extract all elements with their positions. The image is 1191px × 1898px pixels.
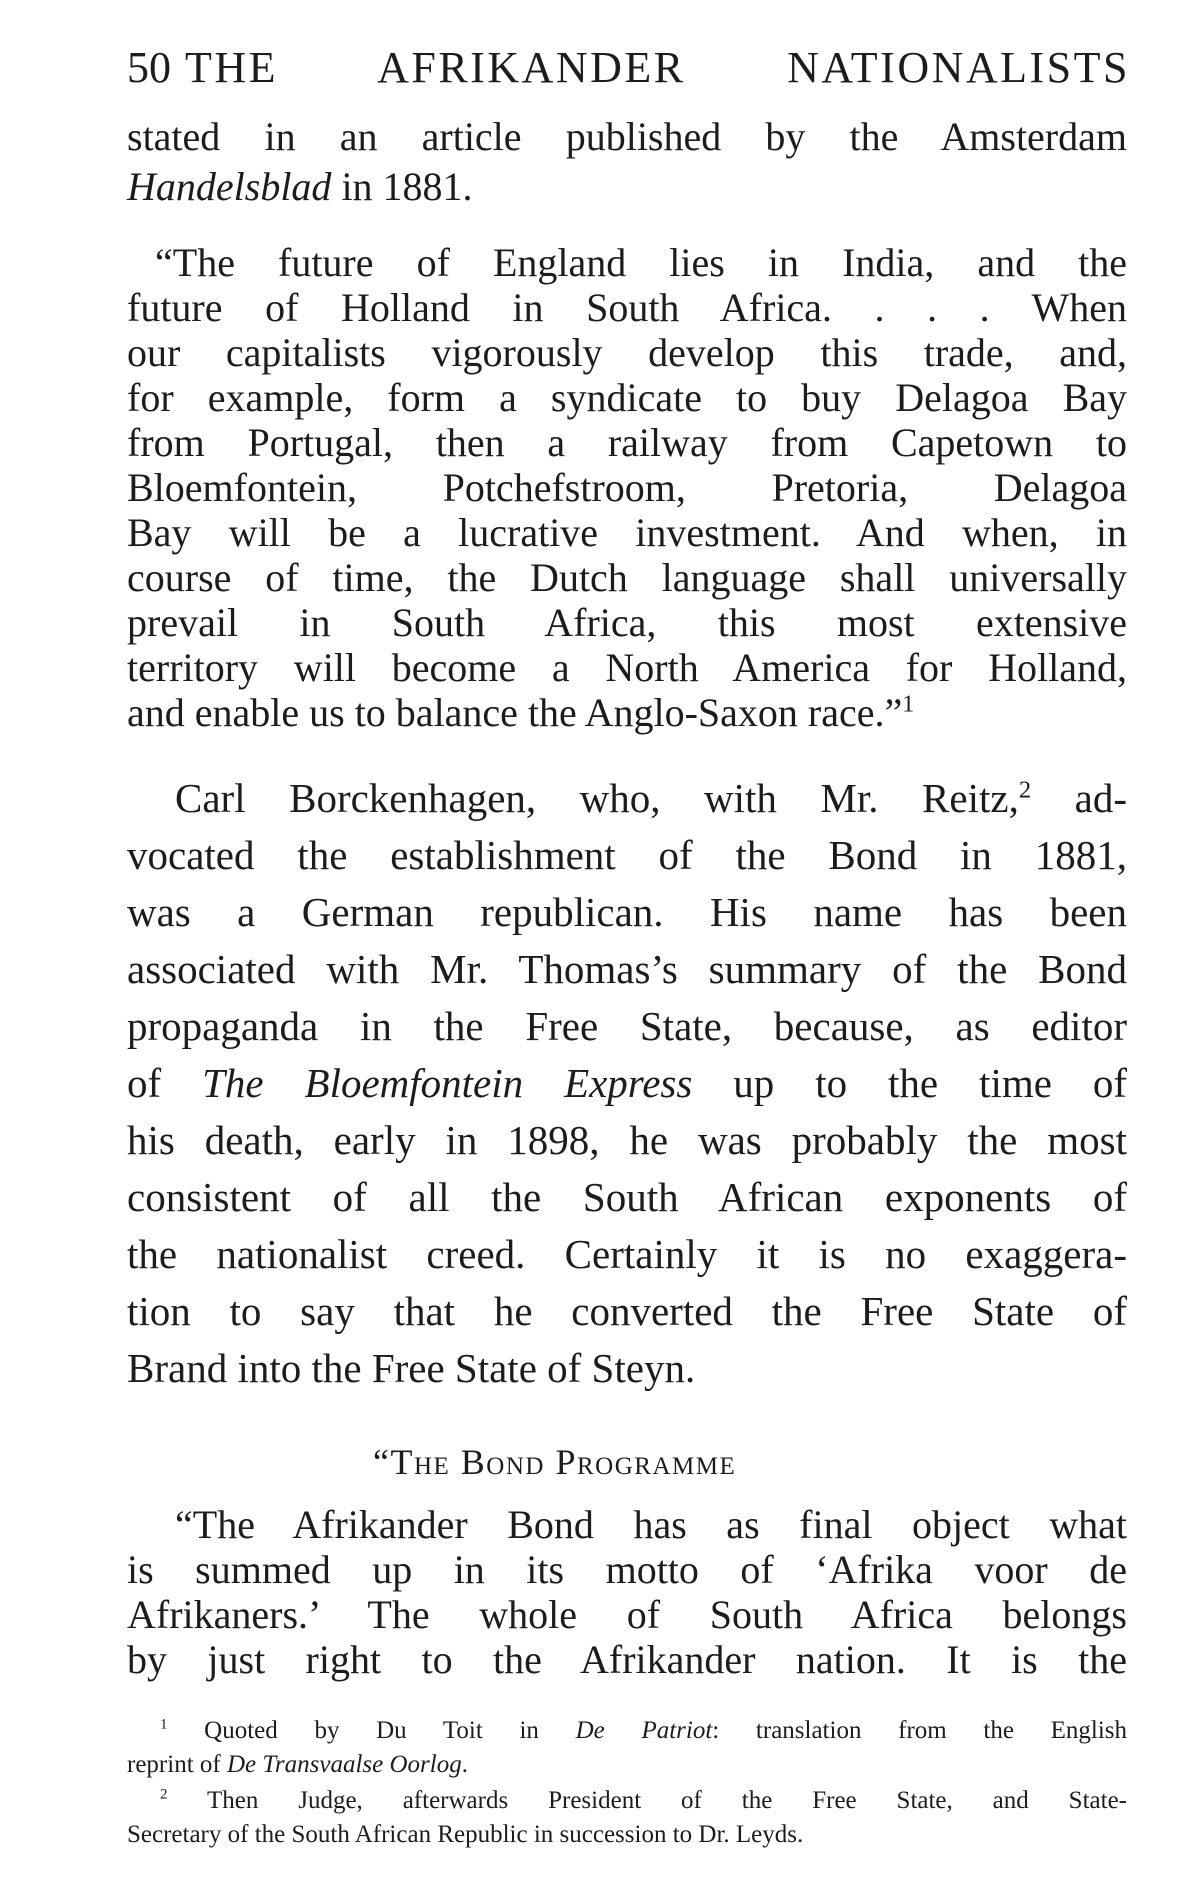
intro-line: Handelsblad in 1881. [127, 164, 473, 209]
body-line: of The Bloemfontein Express up to the time of [127, 1060, 1128, 1106]
quote-line: Afrikaners.’ The whole of South Africa belongs [127, 1592, 1127, 1637]
footnote-marker: 1 [160, 1716, 168, 1733]
quote-line: “The future of England lies in India, and the [155, 240, 1127, 285]
body-line: tion to say that he converted the Free State of [127, 1288, 1127, 1334]
quote-line: course of time, the Dutch language shall universally [127, 555, 1127, 600]
quote-line: future of Holland in South Africa. . . . When [127, 285, 1127, 330]
newspaper-title: Handelsblad [127, 164, 332, 209]
quote-line: for example, form a syndicate to buy Delagoa Bay [127, 375, 1127, 420]
newspaper-title: The Bloemfontein Express [202, 1060, 693, 1106]
body-line: Carl Borckenhagen, who, with Mr. Reitz,$^2$ ad- [175, 775, 1127, 821]
footnote-ref: 2 [1018, 776, 1032, 804]
footnote-marker: 2 [160, 1786, 168, 1803]
footnote-line: reprint of De Transvaalse Oorlog. [127, 1751, 468, 1778]
quote-line: by just right to the Afrikander nation. It is the [127, 1637, 1127, 1682]
footnote-line: Secretary of the South African Republic in succession to Dr. Leyds. [127, 1821, 804, 1848]
quote-line: Bloemfontein, Potchefstroom, Pretoria, Delagoa [127, 465, 1127, 510]
body-line: propaganda in the Free State, because, as editor [127, 1003, 1127, 1049]
body-line: was a German republican. His name has been [127, 889, 1127, 935]
body-line: Brand into the Free State of Steyn. [127, 1345, 696, 1391]
body-line: vocated the establishment of the Bond in 1881, [127, 832, 1127, 878]
running-head [127, 43, 1130, 92]
page-number: 50 [127, 43, 171, 92]
running-head-title: THE AFRIKANDER NATIONALISTS [185, 43, 1130, 92]
quote-line: “The Afrikander Bond has as final object what [175, 1502, 1127, 1547]
quote-line: our capitalists vigorously develop this trade, and, [127, 330, 1127, 375]
section-heading: “The Bond Programme [373, 1442, 737, 1482]
quote-line: prevail in South Africa, this most extensive [127, 600, 1127, 645]
footnote: $^1$ Quoted by Du Toit in De Patriot: translation from the English [160, 1716, 1128, 1744]
body-line: his death, early in 1898, he was probably the most [127, 1117, 1127, 1163]
footnote: $^2$ Then Judge, afterwards President of the Free State, and State- [160, 1786, 1127, 1814]
quote-line: Bay will be a lucrative investment. And when, in [127, 510, 1127, 555]
quote-line: from Portugal, then a railway from Capetown to [127, 420, 1127, 465]
footnote-ref: 1 [902, 691, 915, 718]
body-line: consistent of all the South African exponents of [127, 1174, 1127, 1220]
intro-line: stated in an article published by the Amsterdam [127, 114, 1127, 159]
body-line: the nationalist creed. Certainly it is no exaggera- [127, 1231, 1127, 1277]
body-line: associated with Mr. Thomas’s summary of the Bond [127, 946, 1127, 992]
quote-line: and enable us to balance the Anglo-Saxon race.”$^1$ [127, 690, 915, 735]
quote-line: territory will become a North America for Holland, [127, 645, 1127, 690]
quote-line: is summed up in its motto of ‘Afrika voor de [127, 1547, 1127, 1592]
